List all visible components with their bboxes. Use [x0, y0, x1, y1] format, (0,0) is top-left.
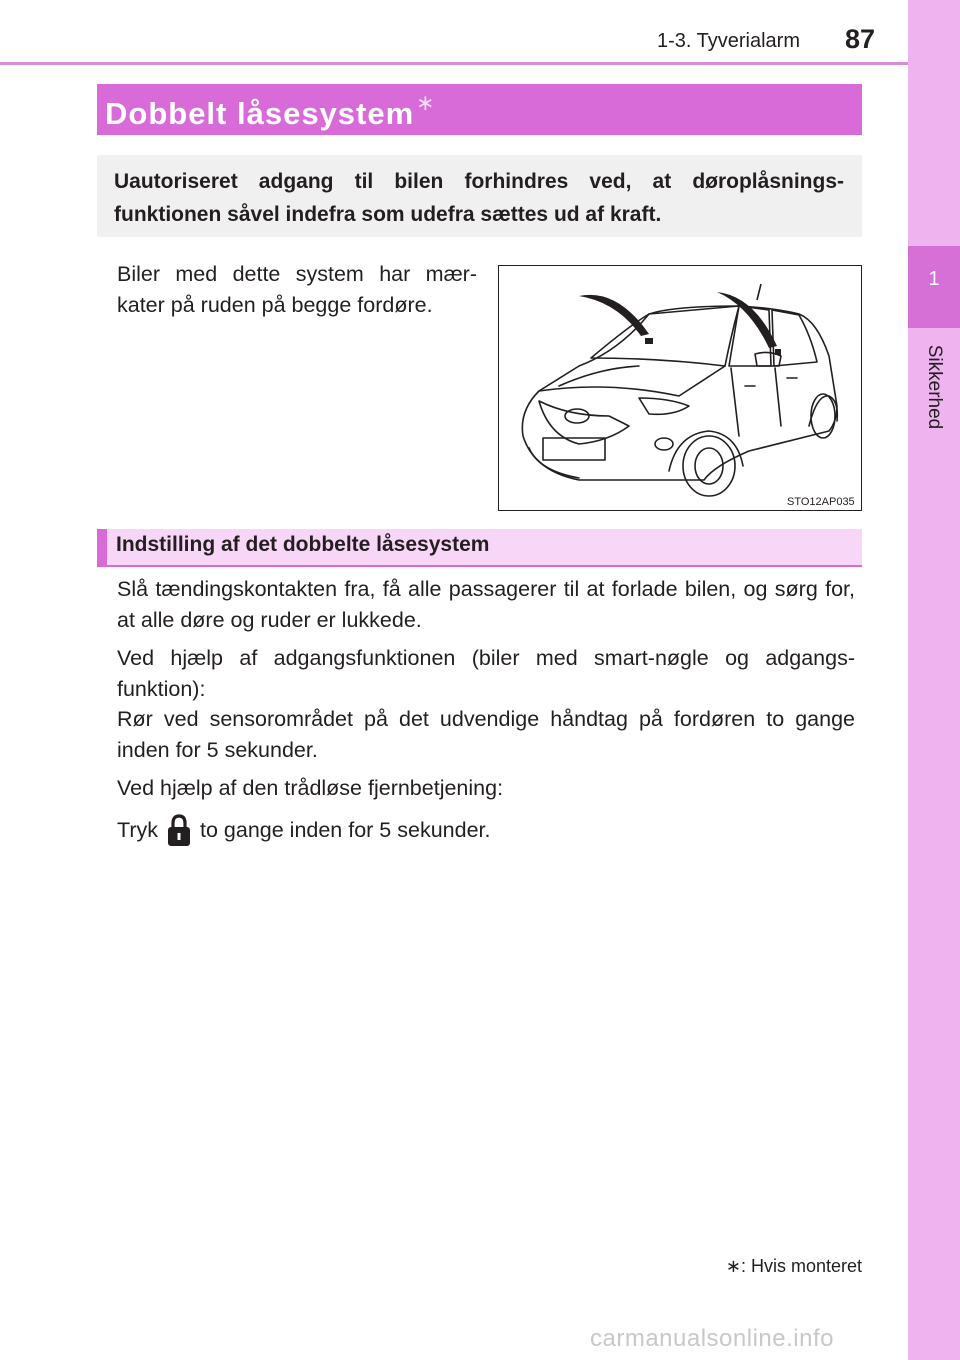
remote-action-post: to gange inden for 5 sekunder.	[200, 817, 491, 842]
chapter-side-tab	[908, 0, 960, 1360]
chapter-number: 1	[928, 268, 940, 290]
subheading-text: Indstilling af det dobbelte låsesystem	[116, 533, 490, 556]
subheading-accent	[97, 529, 107, 566]
figure-id: STO12AP035	[787, 496, 855, 508]
subheading-underline	[97, 565, 862, 567]
chapter-label: Sikkerhed	[924, 344, 945, 430]
remote-intro: Ved hjælp af den trådløse fjernbetjening:	[117, 776, 504, 800]
markers-paragraph: Biler med dette system har mær-kater på ruden på begge fordøre.	[117, 262, 477, 317]
car-illustration	[498, 265, 862, 511]
intro-text: Uautoriseret adgang til bilen forhindres ved, at døroplåsnings-funktionen såvel indefra som udefra sættes ud af kraft.	[114, 170, 844, 226]
step-ignition-off: Slå tændingskontakten fra, få alle passagerer til at forlade bilen, og sørg for, at alle døre og ruder er lukkede.	[117, 577, 855, 632]
page-title	[105, 90, 436, 132]
lock-icon	[166, 813, 192, 847]
header-section-title: 1-3. Tyverialarm	[656, 30, 800, 52]
page-title-text: Dobbelt låsesystem	[105, 96, 415, 131]
car-window-stickers-illustration-icon	[499, 266, 861, 510]
title-asterisk: ∗	[416, 90, 436, 115]
page-number: 87	[844, 24, 876, 54]
smart-key-intro: Ved hjælp af adgangsfunktionen (biler med smart-nøgle og adgangs-funktion):	[117, 646, 855, 701]
footnote: ∗: Hvis monteret	[725, 1256, 862, 1276]
header-divider	[0, 62, 908, 65]
watermark: carmanualsonline.info	[590, 1325, 834, 1352]
smart-key-action: Rør ved sensorområdet på det udvendige håndtag på fordøren to gange inden for 5 sekunder.	[117, 707, 855, 762]
remote-action	[117, 813, 855, 847]
remote-action-pre: Tryk	[117, 817, 158, 842]
